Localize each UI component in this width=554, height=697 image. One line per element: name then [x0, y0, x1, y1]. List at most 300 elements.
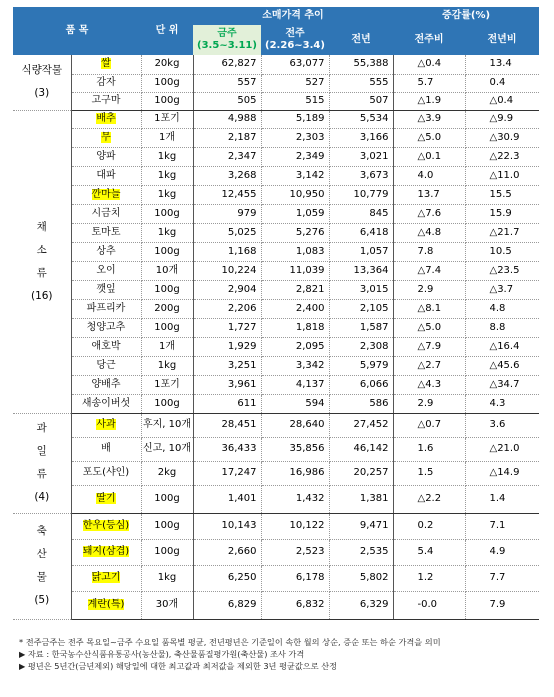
- table-row: [13, 337, 539, 356]
- price-last-week: [261, 394, 329, 413]
- item-name-text: 배: [101, 443, 111, 454]
- price-last-week-text: 5,276: [295, 226, 325, 238]
- price-prev-year: [329, 461, 393, 485]
- price-prev-year-text: 13,364: [353, 264, 389, 276]
- price-last-week: [261, 437, 329, 461]
- price-this-week: [193, 461, 261, 485]
- price-prev-year: [329, 128, 393, 147]
- item-unit: [141, 565, 193, 591]
- category-count: (4): [34, 491, 50, 503]
- item-name-text: 새송이버섯: [81, 397, 131, 409]
- price-last-week: [261, 337, 329, 356]
- change-yoy-text: △34.7: [489, 378, 520, 390]
- item-unit-text: 2kg: [157, 467, 177, 478]
- item-unit-text: 1포기: [154, 113, 180, 124]
- header-change-group: 증감률(%): [393, 7, 539, 25]
- item-name-text: 시금치: [91, 207, 121, 219]
- price-last-week-text: 11,039: [289, 264, 325, 276]
- change-wow-text: 1.2: [417, 572, 434, 583]
- price-this-week: [193, 204, 261, 223]
- change-yoy-text: 7.7: [489, 572, 506, 583]
- price-prev-year-text: 3,166: [359, 131, 389, 143]
- change-wow-text: 5.4: [417, 546, 434, 557]
- price-last-week-text: 2,400: [295, 302, 325, 314]
- item-unit: [141, 110, 193, 128]
- item-name-text: 오이: [96, 264, 116, 276]
- price-last-week: [261, 128, 329, 147]
- price-this-week: [193, 375, 261, 394]
- price-this-week: [193, 539, 261, 565]
- table-row: [13, 394, 539, 413]
- category-label-text: 류: [36, 266, 47, 279]
- category-label-text: 채: [36, 220, 47, 233]
- item-name-text: 청양고추: [86, 321, 126, 333]
- item-name-text: 양파: [96, 150, 116, 162]
- change-wow: [393, 74, 465, 92]
- price-this-week: [193, 356, 261, 375]
- price-this-week: [193, 565, 261, 591]
- price-last-week-text: 28,640: [289, 419, 325, 430]
- change-wow: [393, 461, 465, 485]
- price-prev-year-text: 2,535: [359, 546, 389, 557]
- change-wow: [393, 539, 465, 565]
- item-unit-text: 100g: [154, 546, 180, 557]
- item-unit: [141, 485, 193, 513]
- price-last-week-text: 3,142: [295, 169, 325, 181]
- change-yoy: [465, 74, 539, 92]
- category-label-text: 산: [36, 548, 47, 560]
- price-this-week: [193, 92, 261, 110]
- item-name: [71, 55, 141, 74]
- change-wow-text: △5.0: [417, 321, 442, 333]
- change-wow-text: 4.0: [417, 169, 434, 181]
- table-row: [13, 413, 539, 437]
- table-row: [13, 565, 539, 591]
- price-last-week-text: 2,095: [295, 340, 325, 352]
- price-this-week-text: 17,247: [221, 467, 257, 478]
- table-row: [13, 280, 539, 299]
- price-prev-year: [329, 356, 393, 375]
- price-this-week-text: 10,224: [221, 264, 257, 276]
- change-yoy-text: 4.3: [489, 397, 506, 409]
- change-wow-text: △3.9: [417, 113, 442, 124]
- table-row: [13, 539, 539, 565]
- change-wow: [393, 513, 465, 539]
- price-last-week-text: 515: [305, 95, 325, 106]
- change-yoy-text: 13.4: [489, 58, 512, 70]
- price-this-week-text: 36,433: [221, 443, 257, 454]
- price-last-week: [261, 318, 329, 337]
- change-wow-text: △0.7: [417, 419, 442, 430]
- table-row: [13, 356, 539, 375]
- change-wow-text: △2.2: [417, 493, 442, 504]
- item-unit: [141, 299, 193, 318]
- change-yoy: [465, 591, 539, 619]
- price-this-week: [193, 128, 261, 147]
- change-yoy: [465, 261, 539, 280]
- item-name-text: 한우(등심): [82, 520, 130, 531]
- table-row: [13, 591, 539, 619]
- price-this-week: [193, 318, 261, 337]
- change-wow: [393, 166, 465, 185]
- price-prev-year: [329, 147, 393, 166]
- item-name: [71, 356, 141, 375]
- change-wow-text: △7.4: [417, 264, 442, 276]
- table-row: [13, 223, 539, 242]
- change-yoy-text: 0.4: [489, 77, 506, 88]
- item-unit-text: 30개: [155, 599, 179, 610]
- change-yoy: [465, 513, 539, 539]
- item-name-text: 돼지(삼겹): [82, 546, 130, 557]
- price-prev-year: [329, 280, 393, 299]
- item-name-text: 포도(샤인): [82, 467, 130, 478]
- change-yoy-text: 10.5: [489, 245, 512, 257]
- category-label: [13, 513, 71, 619]
- change-yoy-text: △21.0: [489, 443, 520, 454]
- change-yoy: [465, 337, 539, 356]
- change-yoy-text: △14.9: [489, 467, 520, 478]
- change-wow-text: △5.0: [417, 131, 442, 143]
- price-last-week: [261, 513, 329, 539]
- table-row: [13, 318, 539, 337]
- category-label-text: 소: [36, 243, 47, 256]
- price-last-week: [261, 485, 329, 513]
- item-unit-text: 100g: [154, 283, 180, 295]
- category-label: [13, 413, 71, 513]
- change-wow-text: 5.7: [417, 77, 434, 88]
- item-unit-text: 20kg: [154, 58, 180, 70]
- price-prev-year-text: 3,673: [359, 169, 389, 181]
- item-name-text: 깻잎: [96, 283, 116, 295]
- price-prev-year-text: 2,105: [359, 302, 389, 314]
- item-unit-text: 후지, 10개: [142, 419, 192, 430]
- change-wow-text: 13.7: [417, 188, 440, 200]
- price-prev-year: [329, 337, 393, 356]
- price-this-week: [193, 74, 261, 92]
- change-wow-text: △2.7: [417, 359, 442, 371]
- price-prev-year: [329, 565, 393, 591]
- price-last-week-text: 2,523: [295, 546, 325, 557]
- change-yoy-text: 15.5: [489, 188, 512, 200]
- price-last-week-text: 594: [305, 397, 325, 409]
- price-prev-year: [329, 375, 393, 394]
- category-label-text: 식량작물: [21, 64, 63, 77]
- price-last-week-text: 4,137: [295, 378, 325, 390]
- price-this-week-text: 611: [237, 397, 257, 409]
- item-unit: [141, 128, 193, 147]
- change-yoy-text: 1.4: [489, 493, 506, 504]
- price-last-week: [261, 147, 329, 166]
- change-yoy: [465, 461, 539, 485]
- table-row: [13, 437, 539, 461]
- price-table-container: [13, 7, 539, 620]
- price-prev-year-text: 1,381: [359, 493, 389, 504]
- item-unit-text: 200g: [154, 302, 180, 314]
- price-this-week-text: 3,251: [227, 359, 257, 371]
- footnotes: [19, 636, 539, 672]
- change-yoy: [465, 318, 539, 337]
- price-last-week: [261, 539, 329, 565]
- price-last-week: [261, 204, 329, 223]
- change-yoy: [465, 437, 539, 461]
- header-item: 품 목: [13, 7, 141, 55]
- header-this-week: [193, 25, 261, 55]
- price-prev-year: [329, 185, 393, 204]
- change-wow-text: 7.8: [417, 245, 434, 257]
- price-prev-year-text: 6,329: [359, 599, 389, 610]
- this-week-label: 금주: [217, 28, 237, 39]
- item-unit-text: 1kg: [157, 150, 177, 162]
- price-prev-year-text: 5,802: [359, 572, 389, 583]
- price-prev-year: [329, 74, 393, 92]
- change-yoy-text: △11.0: [489, 169, 520, 181]
- item-unit-text: 100g: [154, 520, 180, 531]
- item-unit-text: 100g: [154, 321, 180, 333]
- change-wow: [393, 242, 465, 261]
- price-prev-year: [329, 539, 393, 565]
- price-this-week: [193, 394, 261, 413]
- price-prev-year-text: 1,587: [359, 321, 389, 333]
- price-this-week-text: 2,660: [227, 546, 257, 557]
- price-prev-year: [329, 413, 393, 437]
- price-this-week: [193, 337, 261, 356]
- item-unit: [141, 74, 193, 92]
- price-last-week-text: 3,342: [295, 359, 325, 371]
- price-last-week: [261, 55, 329, 74]
- price-last-week-text: 1,818: [295, 321, 325, 333]
- price-prev-year-text: 845: [369, 207, 389, 219]
- table-row: [13, 128, 539, 147]
- price-this-week-text: 1,168: [227, 245, 257, 257]
- price-prev-year: [329, 299, 393, 318]
- price-prev-year-text: 3,021: [359, 150, 389, 162]
- change-wow-text: 0.2: [417, 520, 434, 531]
- item-name: [71, 242, 141, 261]
- price-this-week-text: 4,988: [227, 113, 257, 124]
- change-wow: [393, 280, 465, 299]
- price-prev-year: [329, 485, 393, 513]
- price-last-week-text: 6,832: [295, 599, 325, 610]
- change-wow-text: △0.4: [417, 58, 442, 70]
- item-unit: [141, 394, 193, 413]
- change-yoy-text: △21.7: [489, 226, 520, 238]
- change-yoy: [465, 299, 539, 318]
- change-yoy: [465, 242, 539, 261]
- change-wow: [393, 299, 465, 318]
- change-wow: [393, 128, 465, 147]
- item-unit: [141, 591, 193, 619]
- item-unit-text: 1kg: [157, 226, 177, 238]
- category-label-text: 일: [36, 445, 47, 457]
- price-last-week-text: 16,986: [289, 467, 325, 478]
- item-name-text: 당근: [96, 359, 116, 371]
- change-yoy: [465, 128, 539, 147]
- item-unit-text: 10개: [155, 264, 179, 276]
- item-unit: [141, 318, 193, 337]
- price-this-week-text: 6,829: [227, 599, 257, 610]
- item-name-text: 닭고기: [91, 572, 121, 583]
- price-last-week-text: 1,059: [295, 207, 325, 219]
- header-prev-year: 전년: [329, 25, 393, 55]
- price-prev-year-text: 6,066: [359, 378, 389, 390]
- change-yoy-text: △30.9: [489, 131, 520, 143]
- price-last-week-text: 1,432: [295, 493, 325, 504]
- change-yoy-text: △3.7: [489, 283, 514, 295]
- item-name-text: 감자: [96, 77, 116, 88]
- item-unit: [141, 166, 193, 185]
- price-prev-year-text: 586: [369, 397, 389, 409]
- change-wow: [393, 92, 465, 110]
- change-wow-text: -0.0: [417, 599, 438, 610]
- price-last-week: [261, 223, 329, 242]
- price-last-week: [261, 591, 329, 619]
- footnote: ▶ 자료 : 한국농수산식품유통공사(농산물), 축산물품질평가원(축산물) 조사 가격: [19, 649, 305, 659]
- table-row: [13, 242, 539, 261]
- change-yoy: [465, 485, 539, 513]
- price-this-week: [193, 223, 261, 242]
- price-this-week-text: 28,451: [221, 419, 257, 430]
- item-name: [71, 74, 141, 92]
- price-this-week-text: 1,401: [227, 493, 257, 504]
- item-unit: [141, 242, 193, 261]
- table-row: [13, 461, 539, 485]
- table-row: [13, 261, 539, 280]
- table-row: [13, 74, 539, 92]
- change-yoy-text: 3.6: [489, 419, 506, 430]
- price-last-week: [261, 375, 329, 394]
- change-yoy-text: △16.4: [489, 340, 520, 352]
- table-row: [13, 185, 539, 204]
- item-name: [71, 318, 141, 337]
- change-wow-text: △0.1: [417, 150, 442, 162]
- price-prev-year-text: 27,452: [353, 419, 389, 430]
- item-name: [71, 565, 141, 591]
- price-last-week-text: 1,083: [295, 245, 325, 257]
- change-wow: [393, 318, 465, 337]
- item-unit: [141, 356, 193, 375]
- price-prev-year-text: 2,308: [359, 340, 389, 352]
- change-yoy: [465, 92, 539, 110]
- item-name: [71, 461, 141, 485]
- change-yoy-text: 15.9: [489, 207, 512, 219]
- item-name-text: 양배추: [91, 378, 121, 390]
- change-yoy-text: △22.3: [489, 150, 520, 162]
- item-name: [71, 110, 141, 128]
- price-prev-year: [329, 242, 393, 261]
- price-prev-year: [329, 591, 393, 619]
- item-unit: [141, 55, 193, 74]
- item-unit: [141, 461, 193, 485]
- table-row: [13, 485, 539, 513]
- change-wow-text: △4.8: [417, 226, 442, 238]
- item-name: [71, 185, 141, 204]
- price-prev-year-text: 555: [369, 77, 389, 88]
- item-name-text: 깐마늘: [91, 188, 121, 200]
- item-unit-text: 100g: [154, 493, 180, 504]
- item-name-text: 애호박: [91, 340, 121, 352]
- footnote: * 전주금주는 전주 목요일~금주 수요일 품목별 평균, 전년평년은 기준일이 속한 월의 상순, 증순 또는 하순 가격을 의미: [19, 637, 441, 647]
- price-last-week-text: 10,122: [289, 520, 325, 531]
- price-prev-year: [329, 223, 393, 242]
- price-prev-year-text: 20,257: [353, 467, 389, 478]
- item-name: [71, 299, 141, 318]
- item-unit: [141, 437, 193, 461]
- price-last-week: [261, 92, 329, 110]
- table-row: [13, 204, 539, 223]
- price-this-week: [193, 110, 261, 128]
- change-wow: [393, 223, 465, 242]
- price-this-week: [193, 185, 261, 204]
- this-week-range: (3.5~3.11): [197, 40, 257, 51]
- price-last-week-text: 527: [305, 77, 325, 88]
- item-unit-text: 1kg: [157, 572, 177, 583]
- price-this-week-text: 2,904: [227, 283, 257, 295]
- price-last-week: [261, 110, 329, 128]
- item-unit-text: 100g: [154, 77, 180, 88]
- item-unit-text: 100g: [154, 245, 180, 257]
- price-last-week-text: 35,856: [289, 443, 325, 454]
- price-this-week-text: 12,455: [221, 188, 257, 200]
- change-yoy: [465, 539, 539, 565]
- item-name: [71, 166, 141, 185]
- price-prev-year: [329, 92, 393, 110]
- header-last-week: [261, 25, 329, 55]
- change-wow-text: 1.5: [417, 467, 434, 478]
- change-yoy: [465, 356, 539, 375]
- price-prev-year: [329, 437, 393, 461]
- item-name-text: 무: [101, 131, 111, 143]
- item-name: [71, 394, 141, 413]
- price-last-week-text: 5,189: [295, 113, 325, 124]
- item-unit: [141, 92, 193, 110]
- item-unit: [141, 539, 193, 565]
- item-unit-text: 신고, 10개: [142, 443, 192, 454]
- price-last-week: [261, 461, 329, 485]
- change-wow-text: 2.9: [417, 283, 434, 295]
- item-unit: [141, 413, 193, 437]
- item-unit: [141, 147, 193, 166]
- price-prev-year-text: 5,534: [359, 113, 389, 124]
- item-name: [71, 223, 141, 242]
- price-this-week: [193, 280, 261, 299]
- change-wow: [393, 437, 465, 461]
- category-label-text: 축: [36, 525, 47, 537]
- change-yoy: [465, 413, 539, 437]
- change-yoy-text: 7.9: [489, 599, 506, 610]
- price-table: [13, 7, 539, 620]
- price-this-week: [193, 437, 261, 461]
- change-wow-text: △8.1: [417, 302, 442, 314]
- price-this-week-text: 1,727: [227, 321, 257, 333]
- price-last-week: [261, 74, 329, 92]
- change-yoy: [465, 565, 539, 591]
- category-label: [13, 110, 71, 413]
- item-name: [71, 92, 141, 110]
- change-yoy-text: △23.5: [489, 264, 520, 276]
- table-row: [13, 299, 539, 318]
- change-wow: [393, 261, 465, 280]
- change-wow: [393, 204, 465, 223]
- change-wow: [393, 375, 465, 394]
- table-row: [13, 147, 539, 166]
- price-this-week: [193, 261, 261, 280]
- price-prev-year: [329, 55, 393, 74]
- change-wow: [393, 185, 465, 204]
- item-name: [71, 591, 141, 619]
- price-last-week: [261, 299, 329, 318]
- item-unit: [141, 337, 193, 356]
- price-prev-year: [329, 318, 393, 337]
